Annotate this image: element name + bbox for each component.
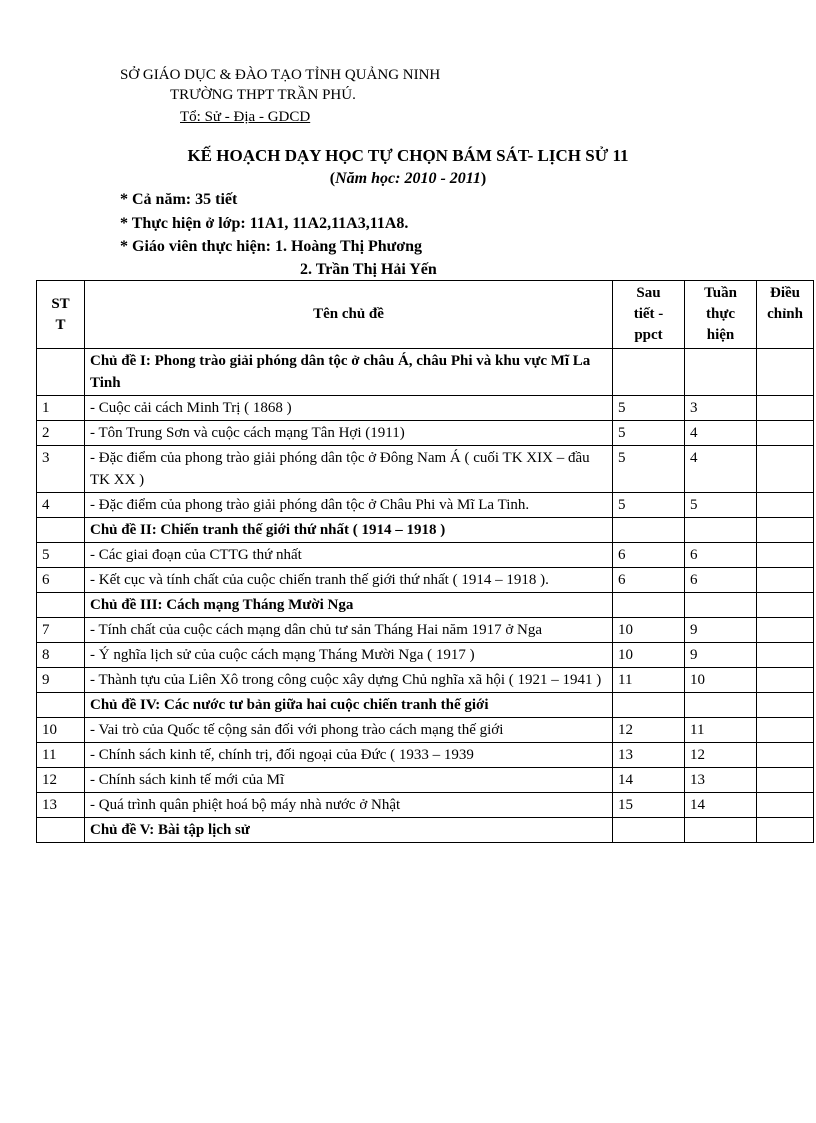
plan-table — [36, 280, 814, 843]
cell-adjust — [757, 568, 814, 593]
cell-adjust — [757, 818, 814, 843]
cell-adjust — [757, 643, 814, 668]
plan-table-body — [37, 349, 814, 843]
cell-stt: 5 — [37, 543, 85, 568]
cell-stt: 1 — [37, 396, 85, 421]
total-periods: * Cả năm: 35 tiết — [120, 191, 238, 208]
table-row — [37, 446, 814, 493]
cell-name: - Kết cục và tính chất của cuộc chiến tranh thế giới thứ nhất ( 1914 – 1918 ). — [85, 568, 613, 593]
cell-week: 9 — [685, 618, 757, 643]
cell-stt: 2 — [37, 421, 85, 446]
table-row — [37, 618, 814, 643]
cell-week: 11 — [685, 718, 757, 743]
cell-stt — [37, 693, 85, 718]
cell-adjust — [757, 618, 814, 643]
cell-stt — [37, 518, 85, 543]
cell-adjust — [757, 396, 814, 421]
teachers-line-2: 2. Trần Thị Hải Yến — [300, 261, 437, 278]
cell-name: - Quá trình quân phiệt hoá bộ máy nhà nước ở Nhật — [85, 793, 613, 818]
cell-adjust — [757, 743, 814, 768]
cell-adjust — [757, 718, 814, 743]
cell-week: 14 — [685, 793, 757, 818]
cell-after: 14 — [613, 768, 685, 793]
cell-stt: 9 — [37, 668, 85, 693]
cell-week: 6 — [685, 543, 757, 568]
cell-stt — [37, 818, 85, 843]
cell-after — [613, 518, 685, 543]
cell-after: 6 — [613, 568, 685, 593]
cell-stt — [37, 593, 85, 618]
cell-adjust — [757, 493, 814, 518]
document-title: KẾ HOẠCH DẠY HỌC TỰ CHỌN BÁM SÁT- LỊCH SỬ 11 — [187, 146, 629, 165]
cell-name: - Ý nghĩa lịch sử của cuộc cách mạng Tháng Mười Nga ( 1917 ) — [85, 643, 613, 668]
table-row — [37, 718, 814, 743]
cell-name: - Các giai đoạn của CTTG thứ nhất — [85, 543, 613, 568]
cell-after: 5 — [613, 446, 685, 493]
cell-adjust — [757, 446, 814, 493]
cell-stt: 12 — [37, 768, 85, 793]
cell-stt: 6 — [37, 568, 85, 593]
cell-stt: 7 — [37, 618, 85, 643]
cell-week: 5 — [685, 493, 757, 518]
section-row — [37, 349, 814, 396]
cell-week: 4 — [685, 446, 757, 493]
school-year-text: Năm học: 2010 - 2011 — [335, 170, 481, 187]
cell-stt: 4 — [37, 493, 85, 518]
cell-name: Chủ đề I: Phong trào giải phóng dân tộc ở châu Á, châu Phi và khu vực Mĩ La Tinh — [85, 349, 613, 396]
cell-name: - Đặc điểm của phong trào giải phóng dân tộc ở Châu Phi và Mĩ La Tinh. — [85, 493, 613, 518]
table-row — [37, 643, 814, 668]
cell-week — [685, 518, 757, 543]
cell-name: - Thành tựu của Liên Xô trong công cuộc xây dựng Chủ nghĩa xã hội ( 1921 – 1941 ) — [85, 668, 613, 693]
cell-adjust — [757, 793, 814, 818]
header-after-period: Sau tiết - ppct — [613, 281, 685, 349]
table-row — [37, 396, 814, 421]
cell-after: 13 — [613, 743, 685, 768]
table-row — [37, 793, 814, 818]
cell-after: 12 — [613, 718, 685, 743]
cell-name: - Chính sách kinh tế mới của Mĩ — [85, 768, 613, 793]
cell-adjust — [757, 518, 814, 543]
school-year-close: ) — [480, 170, 487, 187]
section-row — [37, 693, 814, 718]
cell-name: Chủ đề V: Bài tập lịch sử — [85, 818, 613, 843]
department-name: SỞ GIÁO DỤC & ĐÀO TẠO TỈNH QUẢNG NINH — [120, 67, 441, 83]
cell-name: - Tính chất của cuộc cách mạng dân chủ tư sản Tháng Hai năm 1917 ở Nga — [85, 618, 613, 643]
subject-group: Tổ: Sử - Địa - GDCD — [180, 109, 311, 125]
classes: * Thực hiện ở lớp: 11A1, 11A2,11A3,11A8. — [120, 215, 409, 232]
header-week: Tuần thực hiện — [685, 281, 757, 349]
cell-name: - Chính sách kinh tế, chính trị, đối ngoại của Đức ( 1933 – 1939 — [85, 743, 613, 768]
cell-name: - Đặc điểm của phong trào giải phóng dân tộc ở Đông Nam Á ( cuối TK XIX – đầu TK XX ) — [85, 446, 613, 493]
cell-name: Chủ đề II: Chiến tranh thế giới thứ nhất ( 1914 – 1918 ) — [85, 518, 613, 543]
cell-week: 12 — [685, 743, 757, 768]
header-adjustment: Điều chỉnh — [757, 281, 814, 349]
cell-adjust — [757, 768, 814, 793]
table-row — [37, 543, 814, 568]
table-header-row — [37, 281, 814, 349]
header-topic-name: Tên chủ đề — [85, 281, 613, 349]
cell-stt: 10 — [37, 718, 85, 743]
cell-stt: 13 — [37, 793, 85, 818]
cell-name: - Vai trò của Quốc tế cộng sản đối với phong trào cách mạng thế giới — [85, 718, 613, 743]
cell-week: 13 — [685, 768, 757, 793]
school-year — [0, 169, 816, 189]
teachers-line-1: * Giáo viên thực hiện: 1. Hoàng Thị Phương — [120, 238, 423, 255]
cell-stt — [37, 349, 85, 396]
cell-adjust — [757, 593, 814, 618]
cell-adjust — [757, 693, 814, 718]
cell-stt: 11 — [37, 743, 85, 768]
cell-adjust — [757, 349, 814, 396]
cell-week — [685, 693, 757, 718]
cell-after: 5 — [613, 421, 685, 446]
cell-adjust — [757, 421, 814, 446]
cell-after: 15 — [613, 793, 685, 818]
table-row — [37, 421, 814, 446]
cell-week: 6 — [685, 568, 757, 593]
table-row — [37, 743, 814, 768]
cell-name: - Tôn Trung Sơn và cuộc cách mạng Tân Hợi (1911) — [85, 421, 613, 446]
cell-week: 10 — [685, 668, 757, 693]
cell-week — [685, 593, 757, 618]
cell-after: 10 — [613, 643, 685, 668]
cell-after — [613, 693, 685, 718]
header-stt: ST T — [37, 281, 85, 349]
cell-stt: 3 — [37, 446, 85, 493]
cell-week — [685, 349, 757, 396]
cell-after: 11 — [613, 668, 685, 693]
table-row — [37, 568, 814, 593]
cell-week: 9 — [685, 643, 757, 668]
section-row — [37, 818, 814, 843]
section-row — [37, 593, 814, 618]
cell-after — [613, 818, 685, 843]
school-year-open: ( — [329, 170, 336, 187]
cell-week: 4 — [685, 421, 757, 446]
cell-name: Chủ đề IV: Các nước tư bản giữa hai cuộc chiến tranh thế giới — [85, 693, 613, 718]
cell-adjust — [757, 543, 814, 568]
school-name: TRƯỜNG THPT TRẦN PHÚ. — [170, 87, 356, 103]
table-row — [37, 493, 814, 518]
cell-week: 3 — [685, 396, 757, 421]
cell-after — [613, 349, 685, 396]
section-row — [37, 518, 814, 543]
cell-after — [613, 593, 685, 618]
cell-after: 5 — [613, 493, 685, 518]
cell-name: - Cuộc cải cách Minh Trị ( 1868 ) — [85, 396, 613, 421]
cell-name: Chủ đề III: Cách mạng Tháng Mười Nga — [85, 593, 613, 618]
cell-week — [685, 818, 757, 843]
table-row — [37, 668, 814, 693]
cell-after: 10 — [613, 618, 685, 643]
cell-after: 6 — [613, 543, 685, 568]
table-row — [37, 768, 814, 793]
cell-after: 5 — [613, 396, 685, 421]
cell-adjust — [757, 668, 814, 693]
cell-stt: 8 — [37, 643, 85, 668]
